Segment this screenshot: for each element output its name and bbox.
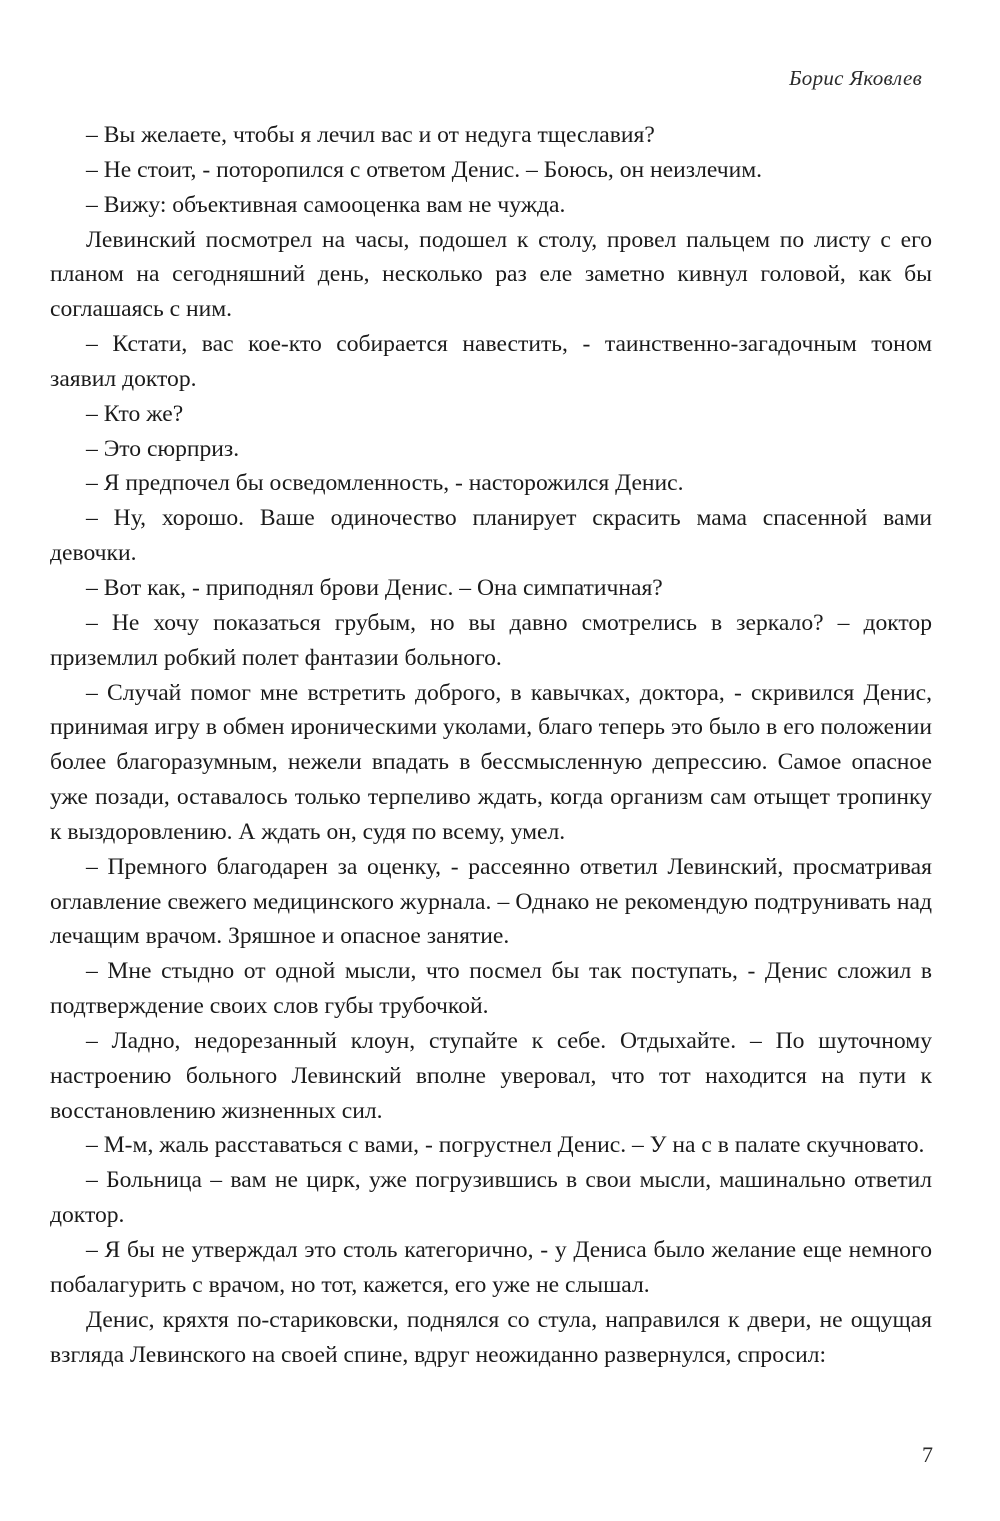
paragraph: – Вы желаете, чтобы я лечил вас и от недуга тщеславия? bbox=[86, 122, 655, 148]
paragraph: – Не хочу показаться грубым, но вы давно смотрелись в зеркало? – доктор приземлил робкий полет фантазии больного. bbox=[50, 609, 932, 671]
paragraph: – Ну, хорошо. Ваше одиночество планирует скрасить мама спасенной вами девочки. bbox=[50, 505, 932, 567]
paragraph: – Кто же? bbox=[86, 400, 184, 427]
paragraph: – Вот как, - приподнял брови Денис. – Она симпатичная? bbox=[86, 574, 663, 601]
paragraph: Денис, кряхтя по-стариковски, поднялся со стула, направился к двери, не ощущая взгляда Левинского на своей спине, вдруг неожиданно развернулся, спросил: bbox=[50, 1306, 932, 1368]
paragraph: – Случай помог мне встретить доброго, в кавычках, доктора, - скривился Денис, принимая игру в обмен ироническими уколами, благо теперь это было в его положении более благоразумным, нежели впадать в бессмысленную депрессию. Самое опасное уже позади, оставалось только терпеливо ждать, когда организм сам отыщет тропинку к выздоровлению. А ждать он, судя по всему, умел. bbox=[50, 679, 932, 845]
page-number: 7 bbox=[922, 1442, 933, 1467]
paragraph: Левинский посмотрел на часы, подошел к столу, провел пальцем по листу с его планом на сегодняшний день, несколько раз еле заметно кивнул головой, как бы соглашаясь с ним. bbox=[50, 226, 932, 323]
paragraph: – Премного благодарен за оценку, - рассеянно ответил Левинский, просматривая оглавление свежего медицинского журнала. – Однако не рекомендую подтрунивать над лечащим врачом. Зряшное и опасное занятие. bbox=[50, 853, 932, 950]
paragraph: – Вижу: объективная самооценка вам не чужда. bbox=[86, 191, 566, 218]
paragraph: – Больница – вам не цирк, уже погрузившись в свои мысли, машинально ответил доктор. bbox=[50, 1167, 932, 1229]
paragraph: – Я предпочел бы осведомленность, - насторожился Денис. bbox=[86, 470, 684, 497]
paragraph: – Это сюрприз. bbox=[86, 435, 240, 462]
body-text bbox=[50, 118, 932, 1372]
paragraph: – Кстати, вас кое-кто собирается навестить, - таинственно-загадочным тоном заявил доктор. bbox=[50, 331, 932, 392]
paragraph: – М-м, жаль расставаться с вами, - погрустнел Денис. – У на с в палате скучновато. bbox=[86, 1132, 925, 1159]
paragraph: – Ладно, недорезанный клоун, ступайте к себе. Отдыхайте. – По шуточному настроению больного Левинский вполне уверовал, что тот находится на пути к восстановлению жизненных сил. bbox=[50, 1027, 932, 1124]
paragraph: – Я бы не утверждал это столь категорично, - у Дениса было желание еще немного побалагурить с врачом, но тот, кажется, его уже не слышал. bbox=[50, 1237, 932, 1298]
running-header-author: Борис Яковлев bbox=[789, 66, 922, 90]
paragraph: – Мне стыдно от одной мысли, что посмел бы так поступать, - Денис сложил в подтверждение своих слов губы трубочкой. bbox=[50, 958, 932, 1020]
paragraph: – Не стоит, - поторопился с ответом Денис. – Боюсь, он неизлечим. bbox=[86, 156, 763, 183]
